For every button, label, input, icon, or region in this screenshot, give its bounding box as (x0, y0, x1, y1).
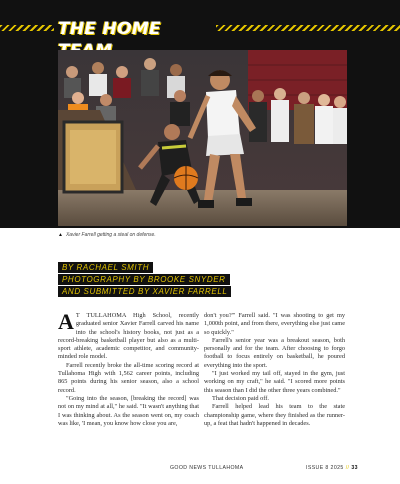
credit-author: BY RACHAEL SMITH (58, 262, 153, 273)
hatch-stripe-right (216, 25, 400, 31)
issue-label: ISSUE 8 2025 (306, 465, 344, 471)
article-paragraph: That decision paid off. (212, 394, 269, 402)
article-paragraph: "Going into the season, [breaking the record] was not on my mind at all," he said. "It wasn't anything that I was thinking about. As the season went on, my coach was like, 'I mean, you know how close you are, (58, 394, 199, 427)
page-footer (0, 465, 400, 475)
article-paragraph: Farrell's senior year was a breakout season, both personally and for the team. After choosing to forgo football to focus entirely on basketball, he poured everything into the sport. (204, 336, 345, 369)
byline-credits (58, 262, 231, 298)
article-column-left (58, 309, 199, 428)
article-paragraph: "I just worked my tail off, stayed in the gym, just working on my craft," he said. "I scored more points this season than I did the other three years combined." (204, 370, 345, 394)
article-column-right (204, 312, 345, 428)
photo-illustration (58, 50, 347, 226)
article-paragraph: Farrell recently broke the all-time scoring record at Tullahoma High with 1,562 career points, including 865 points during his senior season, also a school record. (58, 361, 199, 394)
basketball-photo (58, 50, 347, 226)
article-paragraph-text: T TULLAHOMA High School, recently graduated senior Xavier Farrell carved his name into the school's history books, not just as a record-breaking basketball player but also as a multi-sport athlete, academic competitor, and community-minded role model. (58, 312, 199, 361)
article-paragraph: Farrell helped lead his team to the state championship game, where they finished as the runner-up, a feat that hadn't happened in decades. (204, 403, 345, 427)
issue-info (306, 465, 358, 471)
drop-cap: A (58, 309, 74, 334)
credit-submitted: AND SUBMITTED BY XAVIER FARRELL (58, 286, 231, 297)
article-paragraph: don't you?'" Farrell said. "I was shooting to get my 1,000th point, and from there, everything else just came so quickly." (204, 312, 345, 336)
page-number: 33 (351, 465, 358, 471)
footer-separator: // (345, 465, 350, 471)
photo-caption (58, 232, 298, 238)
section-header (0, 18, 400, 40)
triangle-icon: ▲ (58, 232, 63, 238)
publication-name: GOOD NEWS TULLAHOMA (170, 465, 244, 471)
credit-photography: PHOTOGRAPHY BY BROOKE SNYDER (58, 274, 230, 285)
article-paragraph (58, 309, 199, 362)
section-title: THE HOME (58, 19, 161, 39)
photo-caption-text: Xavier Farrell getting a steal on defense. (65, 232, 156, 238)
hatch-stripe-left (0, 25, 54, 31)
